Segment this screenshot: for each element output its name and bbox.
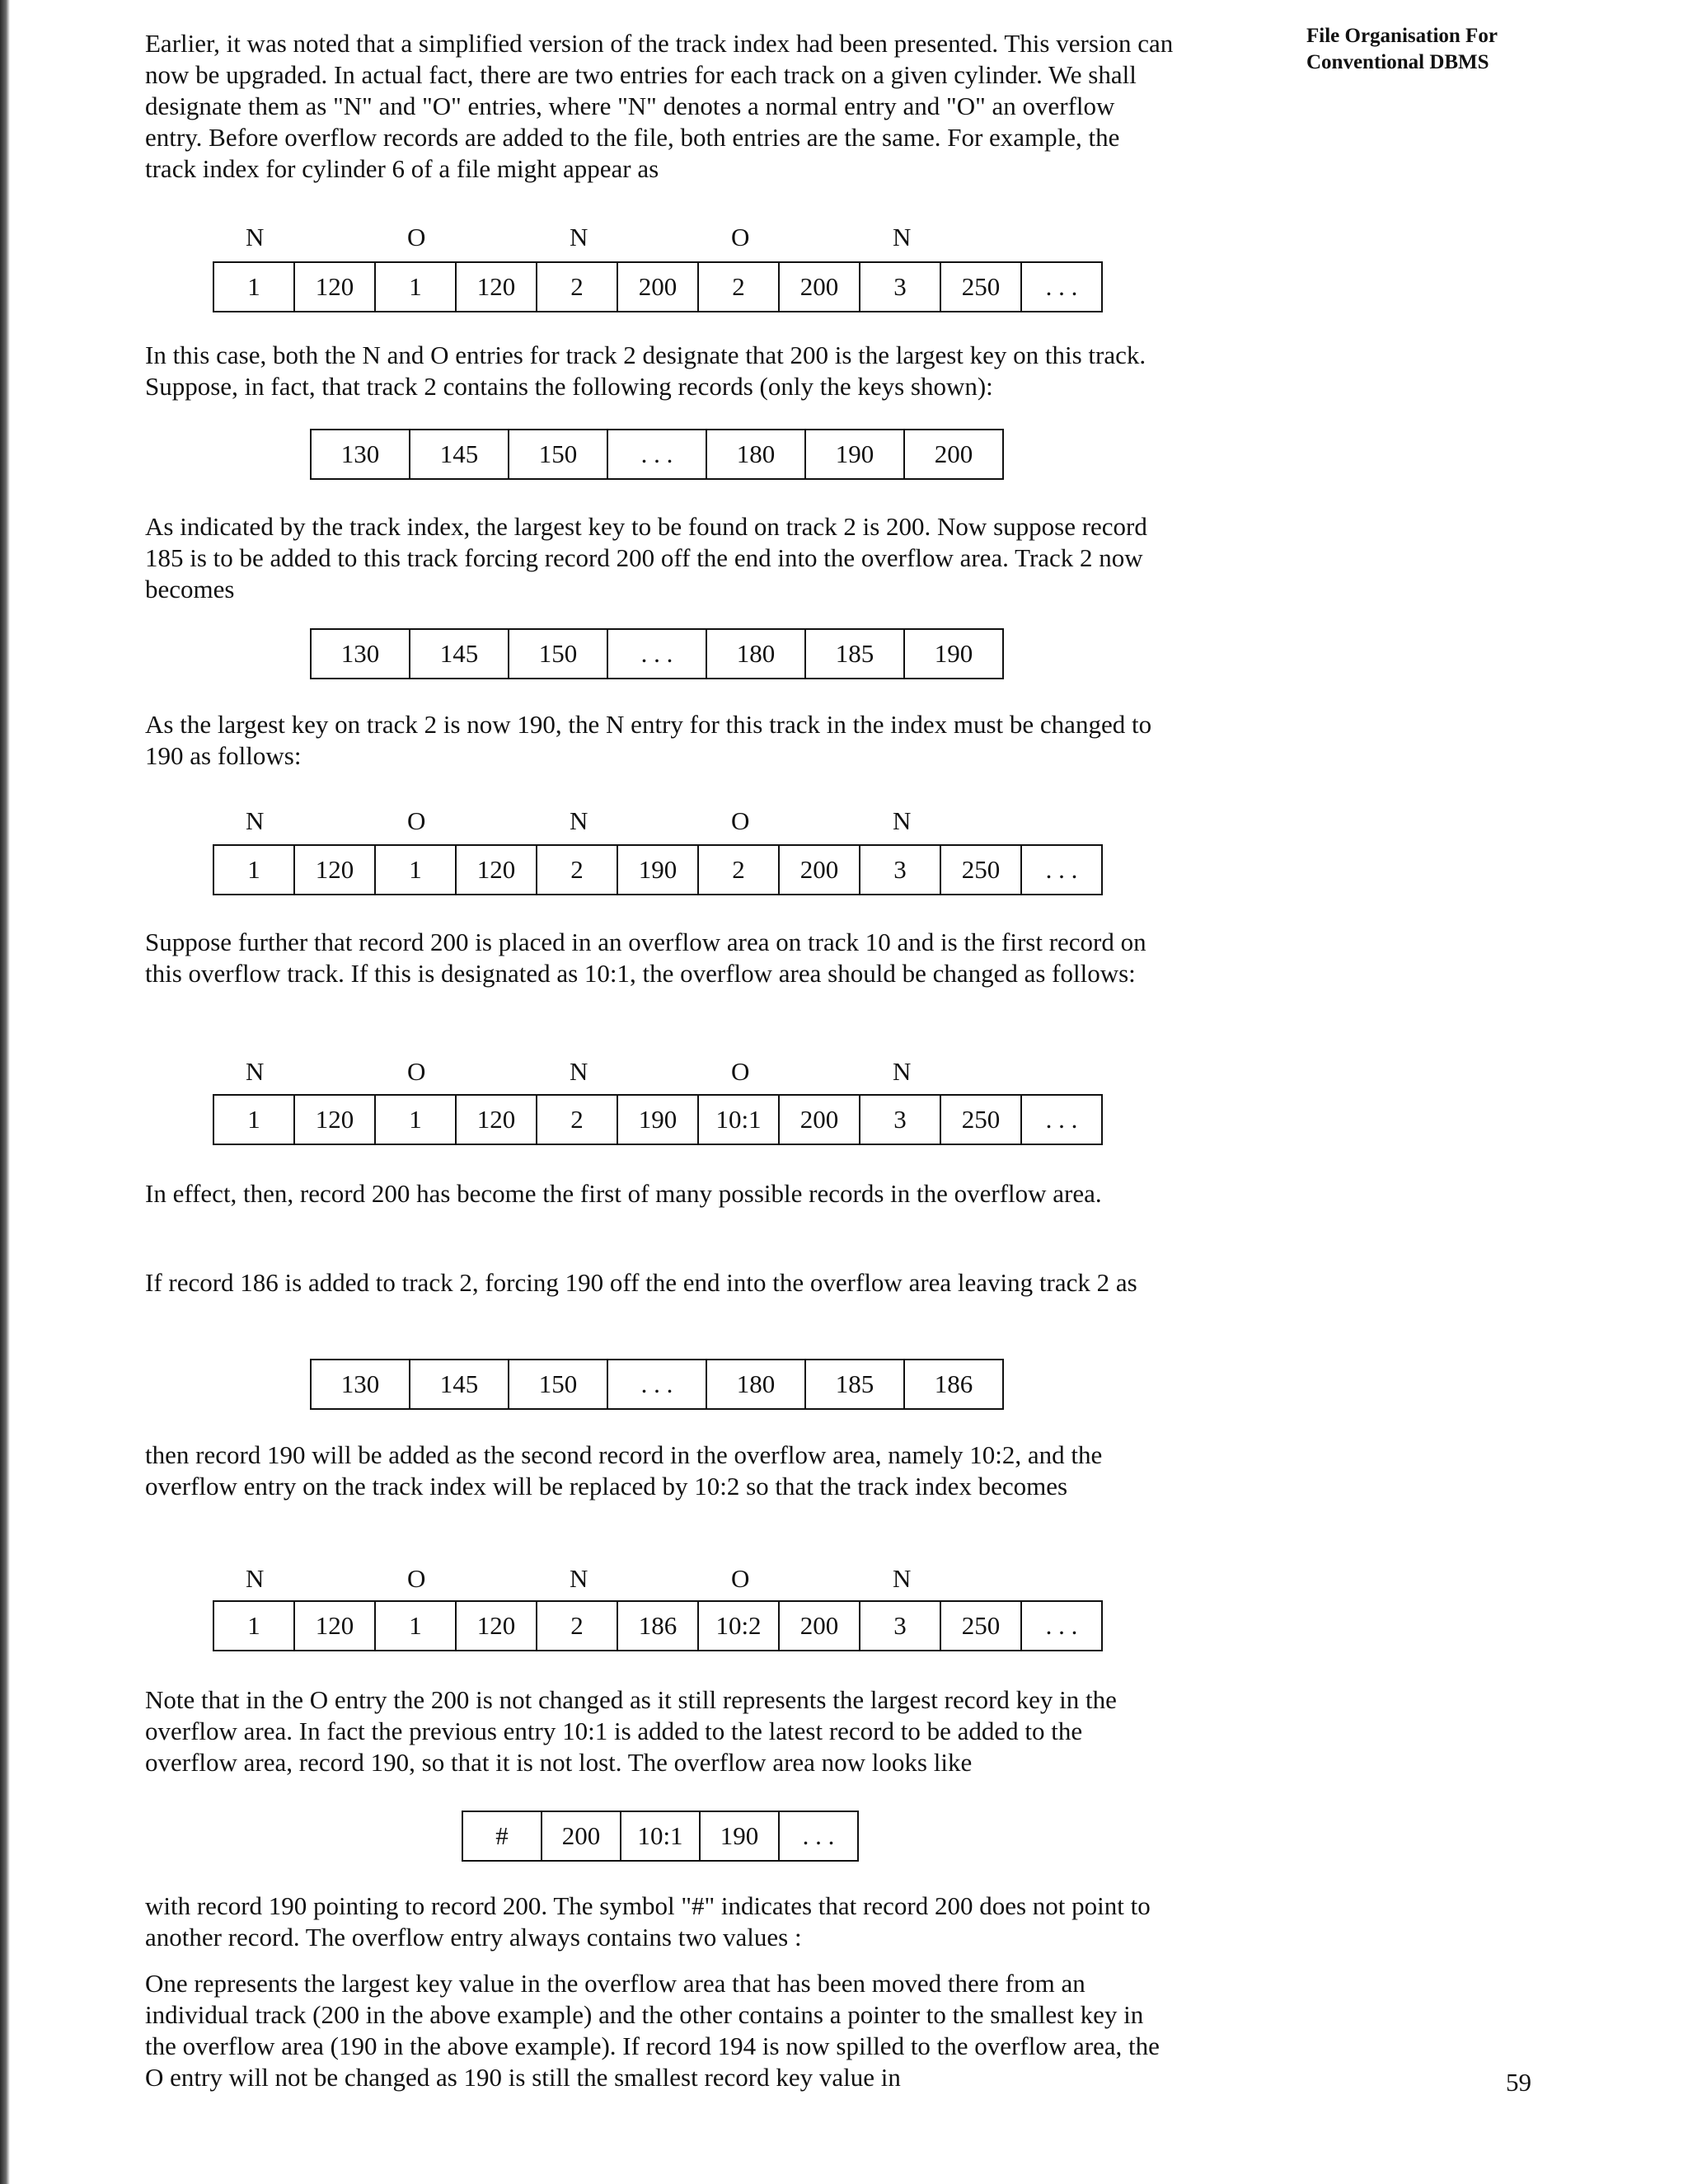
label-n: N <box>246 223 265 251</box>
table-cell: # <box>462 1811 542 1861</box>
table-cell: 190 <box>904 629 1003 679</box>
running-header-line2: Conventional DBMS <box>1306 51 1489 73</box>
table-cell: 1 <box>375 262 456 312</box>
table-cell: 1 <box>375 1601 456 1651</box>
label-n: N <box>246 1057 265 1086</box>
table-cell: 10:2 <box>698 1601 779 1651</box>
track-index-table <box>213 261 1103 312</box>
table-cell: 1 <box>213 1095 294 1144</box>
table-cell: 1 <box>213 1601 294 1651</box>
table-cell: 2 <box>698 262 779 312</box>
page-number: 59 <box>1506 2068 1531 2097</box>
table-cell: 1 <box>375 1095 456 1144</box>
table-cell: 190 <box>700 1811 779 1861</box>
track-records-table <box>310 1359 1004 1410</box>
table-cell: 190 <box>805 430 904 479</box>
table-cell: 200 <box>779 845 860 895</box>
label-o: O <box>407 806 426 835</box>
table-cell: 2 <box>537 1601 617 1651</box>
label-o: O <box>407 1057 426 1086</box>
label-o: O <box>731 1057 750 1086</box>
table-cell: 185 <box>805 629 904 679</box>
table-cell: . . . <box>607 1360 706 1409</box>
track-index-table <box>213 1600 1103 1651</box>
paragraph: In effect, then, record 200 has become the first of many possible records in the overflow area. <box>145 1179 1102 1208</box>
table-cell: 2 <box>537 845 617 895</box>
table-cell: . . . <box>779 1811 858 1861</box>
table-cell: 185 <box>805 1360 904 1409</box>
table-cell: 3 <box>860 845 940 895</box>
table-cell: 1 <box>213 262 294 312</box>
table-cell: 130 <box>311 1360 410 1409</box>
label-n: N <box>893 806 912 835</box>
label-n: N <box>246 806 265 835</box>
label-o: O <box>731 1564 750 1593</box>
table-cell: . . . <box>1021 1601 1102 1651</box>
table-cell: 200 <box>617 262 698 312</box>
track-index-table <box>213 1094 1103 1145</box>
table-cell: 186 <box>904 1360 1003 1409</box>
table-cell: 145 <box>410 1360 509 1409</box>
table-cell: 250 <box>940 1601 1021 1651</box>
table-cell: 10:1 <box>698 1095 779 1144</box>
table-cell: 120 <box>294 262 375 312</box>
binding-edge <box>0 0 10 2184</box>
table-cell: 180 <box>706 430 805 479</box>
table-cell: . . . <box>607 430 706 479</box>
running-header-line1: File Organisation For <box>1306 25 1498 47</box>
table-cell: 200 <box>779 1601 860 1651</box>
track-index-table <box>213 844 1103 895</box>
table-cell: 130 <box>311 629 410 679</box>
table-cell: 3 <box>860 1601 940 1651</box>
paragraph: then record 190 will be added as the second record in the overflow area, namely 10:2, and the overflow entry on the track index will be replaced by 10:2 so that the track index becomes <box>145 1440 1103 1501</box>
label-n: N <box>893 223 912 251</box>
table-cell: . . . <box>607 629 706 679</box>
track-records-table <box>310 429 1004 480</box>
paragraph: As the largest key on track 2 is now 190, the N entry for this track in the index must be changed to 190 as follows: <box>145 710 1152 770</box>
table-cell: . . . <box>1021 845 1102 895</box>
table-cell: 150 <box>509 629 607 679</box>
paragraph: Earlier, it was noted that a simplified version of the track index had been presented. This version can now be upgraded. In actual fact, there are two entries for each track on a given cylinder. We shall designate them as "N" and "O" entries, where "N" denotes a normal entry and "O" an overflow entry. Before overflow records are added to the file, both entries are the same. For example, the track index for cylinder 6 of a file might appear as <box>145 29 1174 183</box>
label-n: N <box>893 1564 912 1593</box>
overflow-area-table <box>462 1811 859 1862</box>
label-n: N <box>570 223 588 251</box>
paragraph: with record 190 pointing to record 200. The symbol "#" indicates that record 200 does not point to another record. The overflow entry always contains two values : <box>145 1891 1151 1952</box>
table-cell: 180 <box>706 629 805 679</box>
label-n: N <box>893 1057 912 1086</box>
table-cell: 200 <box>904 430 1003 479</box>
label-n: N <box>570 1564 588 1593</box>
label-o: O <box>731 223 750 251</box>
label-o: O <box>407 223 426 251</box>
table-cell: 3 <box>860 262 940 312</box>
paragraph: Note that in the O entry the 200 is not changed as it still represents the largest record key in the overflow area. In fact the previous entry 10:1 is added to the latest record to be added to the overflow area, record 190, so that it is not lost. The overflow area now looks like <box>145 1685 1117 1777</box>
table-cell: 250 <box>940 1095 1021 1144</box>
paragraph: As indicated by the track index, the largest key to be found on track 2 is 200. Now suppose record 185 is to be added to this track forcing record 200 off the end into the overflow area. Track 2 now becomes <box>145 512 1147 604</box>
table-cell: 10:1 <box>621 1811 700 1861</box>
table-cell: 2 <box>698 845 779 895</box>
paragraph: Suppose further that record 200 is placed in an overflow area on track 10 and is the first record on this overflow track. If this is designated as 10:1, the overflow area should be changed as follows: <box>145 928 1146 988</box>
table-cell: 180 <box>706 1360 805 1409</box>
label-o: O <box>407 1564 426 1593</box>
paragraph: If record 186 is added to track 2, forcing 190 off the end into the overflow area leaving track 2 as <box>145 1268 1137 1297</box>
table-cell: 250 <box>940 262 1021 312</box>
label-n: N <box>570 1057 588 1086</box>
paragraph: In this case, both the N and O entries for track 2 designate that 200 is the largest key on this track. Suppose, in fact, that track 2 contains the following records (only the keys shown): <box>145 341 1146 401</box>
table-cell: 2 <box>537 1095 617 1144</box>
table-cell: 130 <box>311 430 410 479</box>
table-cell: . . . <box>1021 262 1102 312</box>
running-header <box>1306 23 1554 76</box>
table-cell: 120 <box>456 1095 537 1144</box>
table-cell: 145 <box>410 629 509 679</box>
table-cell: 250 <box>940 845 1021 895</box>
table-cell: 1 <box>375 845 456 895</box>
table-cell: 200 <box>779 262 860 312</box>
table-cell: 190 <box>617 845 698 895</box>
table-cell: 3 <box>860 1095 940 1144</box>
track-records-table <box>310 628 1004 679</box>
table-cell: 150 <box>509 1360 607 1409</box>
paragraph: One represents the largest key value in the overflow area that has been moved there from an individual track (200 in the above example) and the other contains a pointer to the smallest key in the overflow area (190 in the above example). If record 194 is now spilled to the overflow area, the O entry will not be changed as 190 is still the smallest record key value in <box>145 1969 1160 2092</box>
table-cell: 120 <box>294 1601 375 1651</box>
table-cell: 1 <box>213 845 294 895</box>
table-cell: 120 <box>294 845 375 895</box>
table-cell: 2 <box>537 262 617 312</box>
label-o: O <box>731 806 750 835</box>
table-cell: 120 <box>456 845 537 895</box>
table-cell: 190 <box>617 1095 698 1144</box>
table-cell: . . . <box>1021 1095 1102 1144</box>
table-cell: 120 <box>294 1095 375 1144</box>
table-cell: 120 <box>456 262 537 312</box>
table-cell: 200 <box>779 1095 860 1144</box>
table-cell: 120 <box>456 1601 537 1651</box>
label-n: N <box>570 806 588 835</box>
table-cell: 186 <box>617 1601 698 1651</box>
table-cell: 150 <box>509 430 607 479</box>
table-cell: 145 <box>410 430 509 479</box>
label-n: N <box>246 1564 265 1593</box>
table-cell: 200 <box>542 1811 621 1861</box>
